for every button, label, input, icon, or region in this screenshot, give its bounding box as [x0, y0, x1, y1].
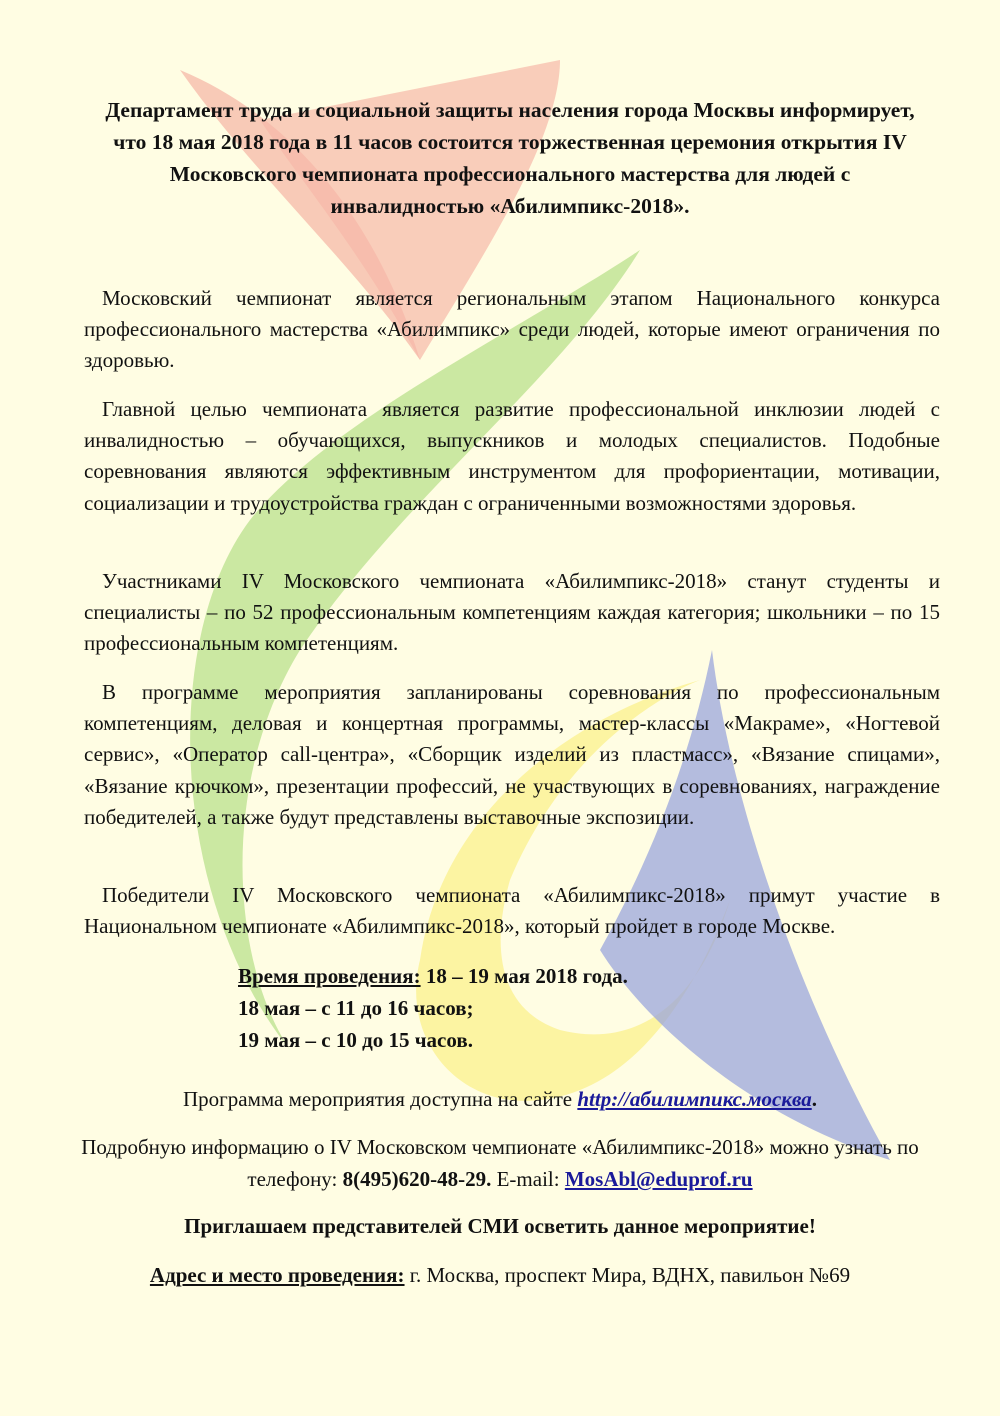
paragraph-program: В программе мероприятия запланированы соревнования по профессиональным компетенциям, деловая и концертная программы, мастер-классы «Макраме», «Ногтевой сервис», «Оператор call-центра», «Сборщик изделий из пластмасс», «Вязание спицами», «Вязание крючком», презентации профессий, не участвующих в соревнованиях, награждение победителей, а также будут представлены выставочные экспозиции. [84, 680, 940, 829]
paragraph-participants: Участниками IV Московского чемпионата «Абилимпикс-2018» станут студенты и специалисты – по 52 профессиональным компетенциям каждая категория; школьники – по 15 профессиональным компетенциям. [84, 569, 940, 656]
schedule-day-2: 19 мая – с 10 до 15 часов. [238, 1028, 473, 1052]
media-invitation: Приглашаем представителей СМИ осветить данное мероприятие! [184, 1214, 816, 1238]
paragraph-main-goal: Главной целью чемпионата является развитие профессиональной инклюзии людей с инвалидностью – обучающихся, выпускников и молодых специалистов. Подобные соревнования являются эффективным инструментом для профориентации, мотивации, социализации и трудоустройства граждан с ограниченными возможностями здоровья. [84, 397, 940, 515]
program-text: Программа мероприятия доступна на сайте [183, 1087, 578, 1111]
address-label: Адрес и место проведения: [149, 1263, 405, 1287]
program-end: . [811, 1087, 817, 1111]
address-line [60, 1259, 940, 1291]
schedule-label: Время проведения: [238, 964, 421, 988]
contacts-text: Подробную информацию о IV Московском чемпионате «Абилимпикс-2018» можно узнать по телефону: [81, 1135, 919, 1191]
website-link[interactable]: http://абилимпикс.москва [577, 1087, 812, 1111]
schedule-dates: 18 – 19 мая 2018 года. [420, 964, 628, 988]
schedule-dates-line [238, 960, 878, 992]
announcement-heading: Департамент труда и социальной защиты населения города Москвы информирует, что 18 мая 2018 года в 11 часов состоится торжественная церемония открытия IV Московского чемпионата профессионального мастерства для людей с инвалидностью «Абилимпикс-2018». [105, 98, 915, 218]
schedule-day-1: 18 мая – с 11 до 16 часов; [238, 996, 474, 1020]
event-schedule [238, 960, 878, 1056]
paragraph-winners: Победители IV Московского чемпионата «Абилимпикс-2018» примут участие в Национальном чемпионате «Абилимпикс-2018», который пройдет в городе Москве. [84, 883, 940, 939]
email-link[interactable]: MosAbl@eduprof.ru [564, 1167, 753, 1191]
paragraph-regional-stage: Московский чемпионат является региональным этапом Национального конкурса профессионального мастерства «Абилимпикс» среди людей, которые имеют ограничения по здоровью. [84, 286, 940, 373]
email-label: E-mail: [491, 1167, 565, 1191]
program-line [60, 1083, 940, 1115]
address-value: г. Москва, проспект Мира, ВДНХ, павильон №69 [404, 1263, 851, 1287]
contacts-block [60, 1131, 940, 1195]
phone-number: 8(495)620-48-29. [342, 1167, 492, 1191]
